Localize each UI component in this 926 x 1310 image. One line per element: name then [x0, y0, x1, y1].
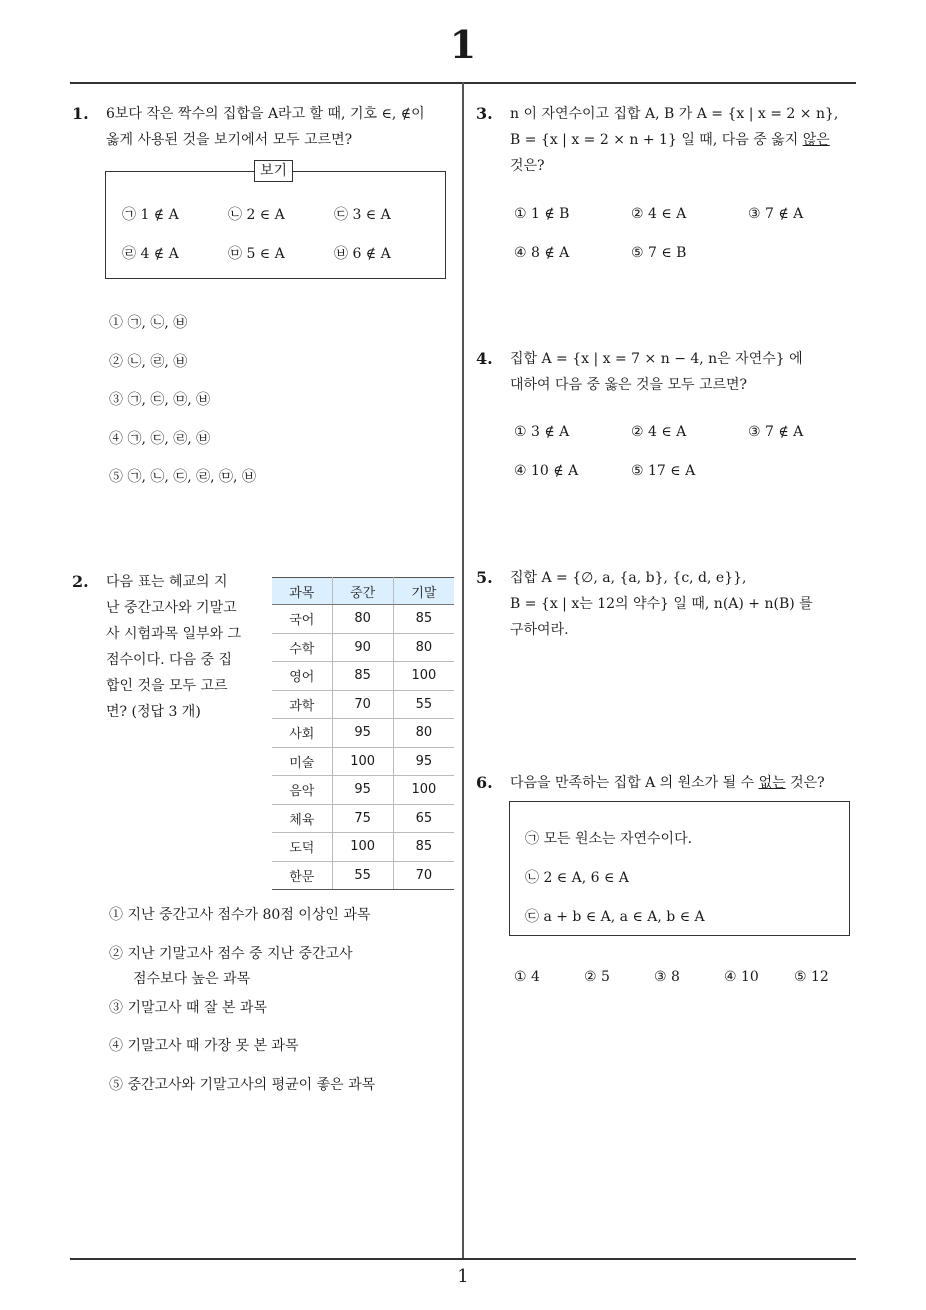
answer-choice-2[interactable]: ② 5 — [584, 969, 610, 985]
table-row — [272, 690, 454, 719]
question-3-line-1: n 이 자연수이고 집합 A, B 가 A = {x | x = 2 × n}, — [510, 106, 839, 122]
question-4-line-1: 집합 A = {x | x = 7 × n − 4, n은 자연수} 에 — [510, 351, 803, 367]
table-cell: 95 — [393, 747, 454, 776]
answer-choice-5[interactable]: ⑤ 12 — [794, 969, 829, 985]
answer-choice-4[interactable]: ④ 기말고사 때 가장 못 본 과목 — [109, 1038, 299, 1054]
answer-choice-4[interactable]: ④ 10 — [724, 969, 759, 985]
answer-choice-1[interactable]: ① ㉠, ㉡, ㉥ — [109, 315, 188, 331]
table-cell: 체육 — [272, 804, 332, 833]
answer-choice-1[interactable]: ① 3 ∉ A — [514, 424, 570, 440]
question-2-line: 다음 표는 혜교의 지 — [106, 574, 228, 590]
table-cell: 사회 — [272, 719, 332, 748]
answer-choice-4[interactable]: ④ ㉠, ㉢, ㉣, ㉥ — [109, 431, 211, 447]
table-row — [272, 747, 454, 776]
table-row — [272, 605, 454, 634]
table-cell: 음악 — [272, 776, 332, 805]
page-title: 1 — [449, 22, 477, 67]
question-6-line-1-end: 것은? — [785, 775, 825, 791]
table-cell: 100 — [393, 662, 454, 691]
question-2-line: 난 중간고사와 기말고 — [106, 600, 237, 616]
answer-choice-1[interactable]: ① 4 — [514, 969, 540, 985]
table-cell: 65 — [393, 804, 454, 833]
table-cell: 국어 — [272, 605, 332, 634]
question-1-line-1: 6보다 작은 짝수의 집합을 A라고 할 때, 기호 ∈, ∉이 — [106, 106, 425, 122]
question-2-number: 2. — [72, 572, 89, 591]
table-row — [272, 776, 454, 805]
table-row — [272, 719, 454, 748]
answer-choice-5[interactable]: ⑤ 7 ∈ B — [631, 245, 687, 261]
table-cell: 70 — [332, 690, 393, 719]
table-cell: 도덕 — [272, 833, 332, 862]
question-2-line: 점수이다. 다음 중 집 — [106, 652, 232, 668]
table-cell: 영어 — [272, 662, 332, 691]
table-row — [272, 861, 454, 890]
table-row — [272, 633, 454, 662]
bogi-item: ㉤ 5 ∈ A — [228, 246, 285, 262]
question-3-line-2 — [510, 127, 830, 153]
table-cell: 85 — [332, 662, 393, 691]
question-5-line-3: 구하여라. — [510, 622, 569, 638]
table-cell: 100 — [332, 747, 393, 776]
bogi-item: ㉡ 2 ∈ A — [228, 207, 285, 223]
question-6-emphasis: 없는 — [758, 775, 786, 791]
answer-choice-3[interactable]: ③ ㉠, ㉢, ㉤, ㉥ — [109, 392, 211, 408]
question-4-line-2: 대하여 다음 중 옳은 것을 모두 고르면? — [510, 377, 748, 393]
bogi-label: 보기 — [254, 160, 293, 182]
score-table — [272, 577, 454, 890]
table-row — [272, 833, 454, 862]
table-row — [272, 662, 454, 691]
answer-choice-2-continued[interactable]: 점수보다 높은 과목 — [133, 971, 251, 987]
condition-item: ㉡ 2 ∈ A, 6 ∈ A — [525, 870, 629, 886]
question-3-emphasis: 않은 — [802, 132, 830, 148]
question-6-line-1 — [510, 770, 825, 796]
table-cell: 80 — [393, 719, 454, 748]
table-cell: 95 — [332, 719, 393, 748]
answer-choice-3[interactable]: ③ 8 — [654, 969, 680, 985]
table-header: 중간 — [332, 578, 393, 605]
answer-choice-4[interactable]: ④ 8 ∉ A — [514, 245, 570, 261]
question-5-line-1: 집합 A = {∅, a, {a, b}, {c, d, e}}, — [510, 570, 747, 586]
answer-choice-1[interactable]: ① 1 ∉ B — [514, 206, 570, 222]
answer-choice-5[interactable]: ⑤ ㉠, ㉡, ㉢, ㉣, ㉤, ㉥ — [109, 469, 256, 485]
answer-choice-5[interactable]: ⑤ 17 ∈ A — [631, 463, 696, 479]
question-6-line-1-text: 다음을 만족하는 집합 A 의 원소가 될 수 — [510, 775, 759, 791]
table-cell: 수학 — [272, 633, 332, 662]
answer-choice-3[interactable]: ③ 7 ∉ A — [748, 206, 804, 222]
table-cell: 100 — [393, 776, 454, 805]
table-cell: 95 — [332, 776, 393, 805]
answer-choice-2[interactable]: ② ㉡, ㉣, ㉥ — [109, 354, 188, 370]
table-cell: 85 — [393, 605, 454, 634]
question-2-line: 사 시험과목 일부와 그 — [106, 626, 242, 642]
answer-choice-3[interactable]: ③ 7 ∉ A — [748, 424, 804, 440]
question-6-number: 6. — [476, 773, 493, 792]
table-cell: 80 — [393, 633, 454, 662]
answer-choice-3[interactable]: ③ 기말고사 때 잘 본 과목 — [109, 1000, 267, 1016]
table-cell: 과학 — [272, 690, 332, 719]
condition-item: ㉢ a + b ∈ A, a ∈ A, b ∈ A — [525, 909, 705, 925]
answer-choice-2[interactable]: ② 4 ∈ A — [631, 424, 687, 440]
question-3-number: 3. — [476, 104, 493, 123]
footer-rule — [70, 1258, 856, 1260]
table-cell: 75 — [332, 804, 393, 833]
table-cell: 70 — [393, 861, 454, 890]
condition-item: ㉠ 모든 원소는 자연수이다. — [525, 831, 693, 847]
table-header: 과목 — [272, 578, 332, 605]
answer-choice-1[interactable]: ① 지난 중간고사 점수가 80점 이상인 과목 — [109, 907, 371, 923]
table-cell: 90 — [332, 633, 393, 662]
column-divider — [462, 82, 464, 1260]
table-cell: 55 — [393, 690, 454, 719]
question-5-number: 5. — [476, 568, 493, 587]
table-header: 기말 — [393, 578, 454, 605]
table-cell: 100 — [332, 833, 393, 862]
table-row — [272, 804, 454, 833]
bogi-item: ㉥ 6 ∉ A — [334, 246, 391, 262]
table-cell: 80 — [332, 605, 393, 634]
answer-choice-2[interactable]: ② 지난 기말고사 점수 중 지난 중간고사 — [109, 946, 353, 962]
bogi-item: ㉣ 4 ∉ A — [122, 246, 179, 262]
table-cell: 55 — [332, 861, 393, 890]
table-cell: 미술 — [272, 747, 332, 776]
table-header-row — [272, 578, 454, 605]
question-1-number: 1. — [72, 104, 89, 123]
answer-choice-4[interactable]: ④ 10 ∉ A — [514, 463, 579, 479]
bogi-item: ㉢ 3 ∈ A — [334, 207, 391, 223]
table-cell: 한문 — [272, 861, 332, 890]
question-3-line-3: 것은? — [510, 158, 545, 174]
question-1-line-2: 옳게 사용된 것을 보기에서 모두 고르면? — [106, 132, 353, 148]
question-3-line-2-text: B = {x | x = 2 × n + 1} 일 때, 다음 중 옳지 — [510, 132, 803, 148]
table-cell: 85 — [393, 833, 454, 862]
question-5-line-2: B = {x | x는 12의 약수} 일 때, n(A) + n(B) 를 — [510, 596, 813, 612]
answer-choice-2[interactable]: ② 4 ∈ A — [631, 206, 687, 222]
page-number: 1 — [457, 1266, 469, 1287]
question-2-line: 합인 것을 모두 고르 — [106, 678, 228, 694]
bogi-item: ㉠ 1 ∉ A — [122, 207, 179, 223]
question-4-number: 4. — [476, 349, 493, 368]
answer-choice-5[interactable]: ⑤ 중간고사와 기말고사의 평균이 좋은 과목 — [109, 1077, 376, 1093]
question-2-line: 면? (정답 3 개) — [106, 704, 201, 720]
